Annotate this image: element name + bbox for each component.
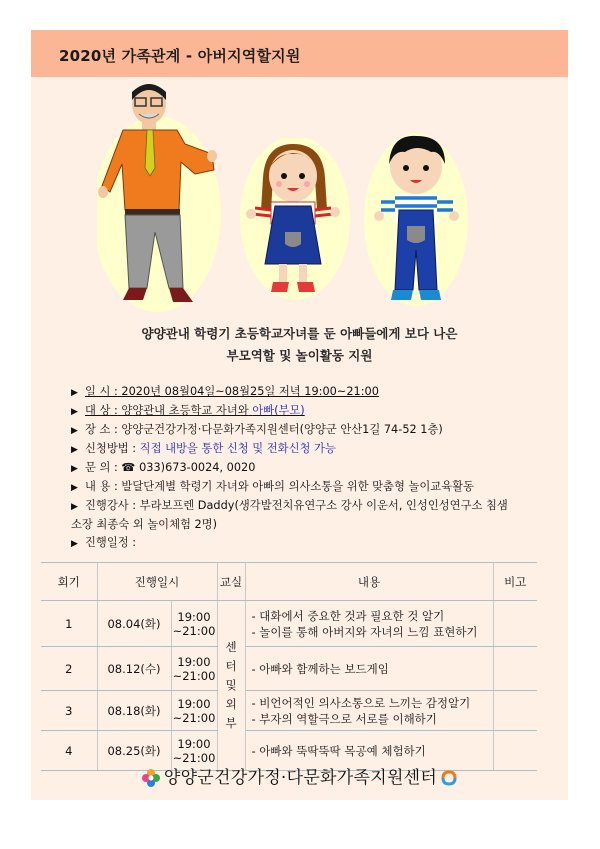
header-room: 교실 [217, 563, 245, 601]
info-inquiry: ▶ 문 의 : ☎ 033)673-0024, 0020 [71, 459, 551, 478]
info-target: ▶ 대 상 : 양양관내 초등학교 자녀와 아빠(부모) [71, 402, 551, 421]
header-session: 회기 [41, 563, 97, 601]
bullet-icon: ▶ [71, 464, 78, 474]
table-row: 3 08.18(화) 19:00 ~21:00 - 비언어적인 의사소통으로 느끼는 감정알기 - 부자의 역할극으로 서로를 이해하기 [41, 691, 537, 731]
girl-illustration [235, 138, 355, 308]
bullet-icon: ▶ [71, 445, 78, 455]
phone-icon: ☎ [121, 461, 136, 474]
bullet-icon: ▶ [71, 407, 78, 417]
info-apply: ▶ 신청방법 : 직접 내방을 통한 신청 및 전화신청 가능 [71, 440, 551, 459]
boy-illustration [361, 130, 471, 310]
schedule-table [41, 562, 537, 771]
bullet-icon: ▶ [71, 388, 78, 398]
page-title: 2020년 가족관계 - 아버지역할지원 [59, 47, 301, 65]
info-block [71, 383, 551, 553]
info-date: ▶ 일 시 : 2020년 08월04일~08월25일 저녁 19:00~21:00 [71, 383, 551, 402]
bullet-icon: ▶ [71, 539, 78, 549]
header-datetime: 진행일시 [97, 563, 217, 601]
flower-logo-icon [141, 768, 161, 788]
info-place: ▶ 장 소 : 양양군건강가정·다문화가족지원센터(양양군 안산1길 74-52 1층) [71, 421, 551, 440]
info-instructor-cont: 소장 최종숙 외 놀이체험 2명) [71, 518, 218, 531]
headline-line2: 부모역할 및 놀이활동 지원 [226, 348, 373, 363]
title-bar [31, 30, 568, 77]
center-logo-icon [440, 769, 458, 787]
headline-line1: 양양관내 학령기 초등학교자녀를 둔 아빠들에게 보다 나은 [141, 326, 458, 341]
table-row: 4 08.25(화) 19:00 ~21:00 - 아빠와 뚝딱뚝딱 목공예 체험하기 [41, 731, 537, 771]
bullet-icon: ▶ [71, 483, 78, 493]
footer [31, 763, 568, 788]
bullet-icon: ▶ [71, 502, 78, 512]
father-illustration [97, 82, 227, 312]
info-content: ▶ 내 용 : 발달단계별 학령기 자녀와 아빠의 의사소통을 위한 맞춤형 놀이교육활동 [71, 478, 551, 497]
info-schedule: ▶ 진행일정 : [71, 534, 551, 553]
table-row: 1 08.04(화) 19:00 ~21:00 센 터 및 외 부 - 대화에서 중요한 것과 필요한 것 알기 - 놀이를 통해 아버지와 자녀의 느낌 표현하기 [41, 601, 537, 647]
bullet-icon: ▶ [71, 426, 78, 436]
header-content: 내용 [245, 563, 493, 601]
table-row: 2 08.12(수) 19:00 ~21:00 - 아빠와 함께하는 보드게임 [41, 647, 537, 691]
org-name: 양양군건강가정·다문화가족지원센터 [163, 768, 438, 788]
table-header-row [41, 563, 537, 601]
info-instructor: ▶ 진행강사 : 부라보프렌 Daddy(생각발전치유연구소 강사 이운서, 인성인성연구소 침샘 [71, 497, 551, 516]
header-note: 비고 [493, 563, 537, 601]
room-cell: 센 터 및 외 부 [217, 601, 245, 771]
flyer-page [31, 30, 568, 800]
